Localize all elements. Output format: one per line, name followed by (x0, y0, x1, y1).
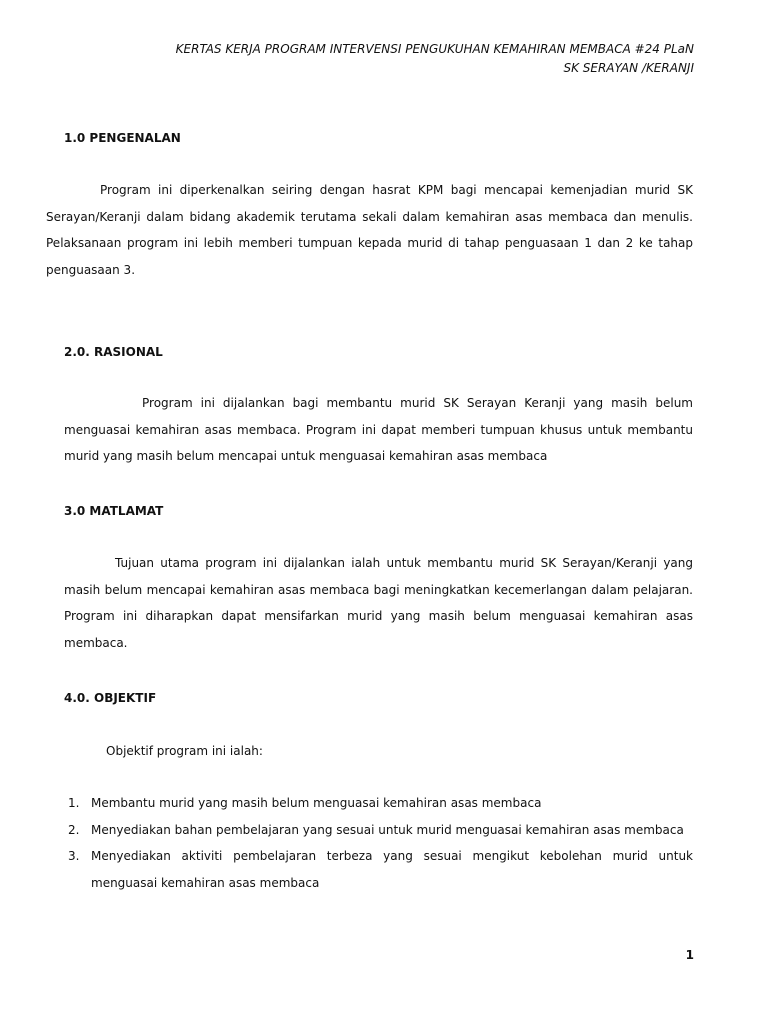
objective-list (64, 790, 693, 896)
list-item (64, 790, 693, 817)
section-heading-rasional: 2.0. RASIONAL (64, 345, 163, 359)
list-item-number: 3. (68, 849, 80, 863)
list-item-text: Membantu murid yang masih belum menguasai kemahiran asas membaca (91, 796, 542, 810)
list-item (64, 817, 693, 844)
section-text-pengenalan: Program ini diperkenalkan seiring dengan hasrat KPM bagi mencapai kemenjadian murid SK Serayan/Keranji dalam bidang akademik terutama sekali dalam kemahiran asas membaca dan menulis. Pelaksanaan program ini lebih memberi tumpuan kepada murid di tahap penguasaan 1 dan 2 ke tahap penguasaan 3. (46, 183, 693, 277)
objektif-intro: Objektif program ini ialah: (106, 744, 263, 758)
section-text-matlamat: Tujuan utama program ini dijalankan ialah untuk membantu murid SK Serayan/Keranji yang masih belum mencapai kemahiran asas membaca bagi meningkatkan kecemerlangan dalam pelajaran. Program ini diharapkan dapat mensifarkan murid yang masih belum menguasai kemahiran asas membaca. (64, 556, 693, 650)
list-item-text: Menyediakan aktiviti pembelajaran terbeza yang sesuai mengikut kebolehan murid untuk menguasai kemahiran asas membaca (91, 849, 693, 890)
list-item (64, 843, 693, 896)
header-school-line: SK SERAYAN /KERANJI (563, 61, 694, 75)
list-item-number: 1. (68, 796, 80, 810)
section-text-rasional: Program ini dijalankan bagi membantu murid SK Serayan Keranji yang masih belum menguasai kemahiran asas membaca. Program ini dapat memberi tumpuan khusus untuk membantu murid yang masih belum mencapai untuk menguasai kemahiran asas membaca (64, 396, 693, 463)
header-title-line: KERTAS KERJA PROGRAM INTERVENSI PENGUKUHAN KEMAHIRAN MEMBACA #24 PLaN (175, 42, 694, 56)
list-item-number: 2. (68, 822, 80, 837)
section-heading-objektif: 4.0. OBJEKTIF (64, 691, 157, 705)
section-heading-matlamat: 3.0 MATLAMAT (64, 504, 164, 518)
page-header (54, 40, 694, 78)
section-heading-pengenalan: 1.0 PENGENALAN (64, 131, 181, 145)
list-item-text: Menyediakan bahan pembelajaran yang sesuai untuk murid menguasai kemahiran asas membaca (91, 822, 684, 837)
page-number: 1 (685, 948, 694, 962)
